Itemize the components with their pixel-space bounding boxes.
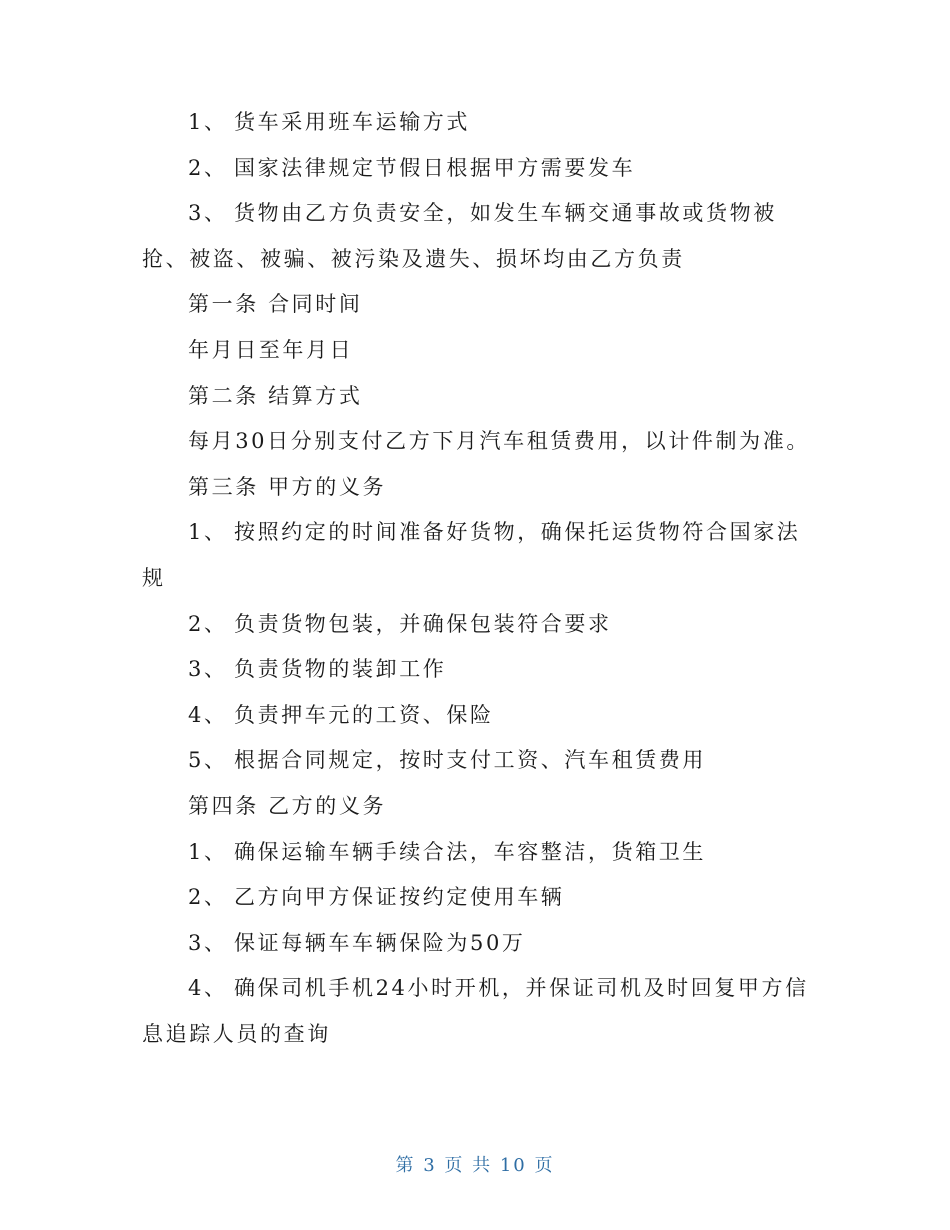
section-heading	[142, 465, 822, 511]
paragraph-text: 乙方向甲方保证按约定使用车辆	[234, 885, 565, 910]
paragraph-text: 年月日至年月日	[188, 337, 354, 362]
item-number: 2、	[188, 155, 228, 180]
item-number: 5、	[188, 748, 228, 773]
paragraph-text: 负责货物包装，并确保包装符合要求	[234, 611, 612, 636]
paragraph	[142, 875, 822, 921]
paragraph	[142, 921, 822, 967]
item-number: 3、	[188, 201, 228, 226]
paragraph-text: 第二条 结算方式	[188, 383, 363, 408]
paragraph	[142, 738, 822, 784]
paragraph-text: 确保运输车辆手续合法，车容整洁，货箱卫生	[234, 839, 706, 864]
paragraph	[142, 830, 822, 876]
paragraph	[142, 966, 822, 1057]
paragraph	[142, 191, 822, 282]
item-number: 1、	[188, 520, 228, 545]
paragraph-text: 第四条 乙方的义务	[188, 793, 387, 818]
item-number: 1、	[188, 110, 228, 134]
paragraph	[142, 100, 822, 146]
paragraph-text: 负责押车元的工资、保险	[234, 702, 494, 727]
paragraph-text: 货车采用班车运输方式	[234, 110, 470, 134]
paragraph-text: 保证每辆车车辆保险为50万	[234, 930, 526, 955]
document-body	[142, 100, 822, 1057]
paragraph-text: 每月30日分别支付乙方下月汽车租赁费用，以计件制为准。	[188, 429, 810, 454]
paragraph-text: 负责货物的装卸工作	[234, 657, 447, 682]
item-number: 3、	[188, 930, 228, 955]
section-heading	[142, 282, 822, 328]
paragraph-text: 第一条 合同时间	[188, 292, 363, 317]
item-number: 3、	[188, 657, 228, 682]
paragraph-text: 货物由乙方负责安全，如发生车辆交通事故或货物被抢、被盗、被骗、被污染及遗失、损坏均由乙方负责	[142, 201, 777, 271]
paragraph-text: 按照约定的时间准备好货物，确保托运货物符合国家法规	[142, 520, 801, 590]
paragraph	[142, 146, 822, 192]
paragraph	[142, 328, 822, 374]
paragraph	[142, 602, 822, 648]
paragraph-text: 第三条 甲方的义务	[188, 474, 387, 499]
item-number: 1、	[188, 839, 228, 864]
paragraph	[142, 510, 822, 601]
section-heading	[142, 374, 822, 420]
item-number: 4、	[188, 976, 228, 1001]
paragraph-text: 确保司机手机24小时开机，并保证司机及时回复甲方信息追踪人员的查询	[142, 976, 809, 1046]
paragraph	[142, 693, 822, 739]
section-heading	[142, 784, 822, 830]
paragraph	[142, 647, 822, 693]
page-number-footer: 第 3 页 共 10 页	[395, 1155, 555, 1176]
paragraph-text: 根据合同规定，按时支付工资、汽车租赁费用	[234, 748, 706, 773]
paragraph-text: 国家法律规定节假日根据甲方需要发车	[234, 155, 636, 180]
item-number: 2、	[188, 611, 228, 636]
paragraph	[142, 419, 822, 465]
item-number: 4、	[188, 702, 228, 727]
item-number: 2、	[188, 885, 228, 910]
